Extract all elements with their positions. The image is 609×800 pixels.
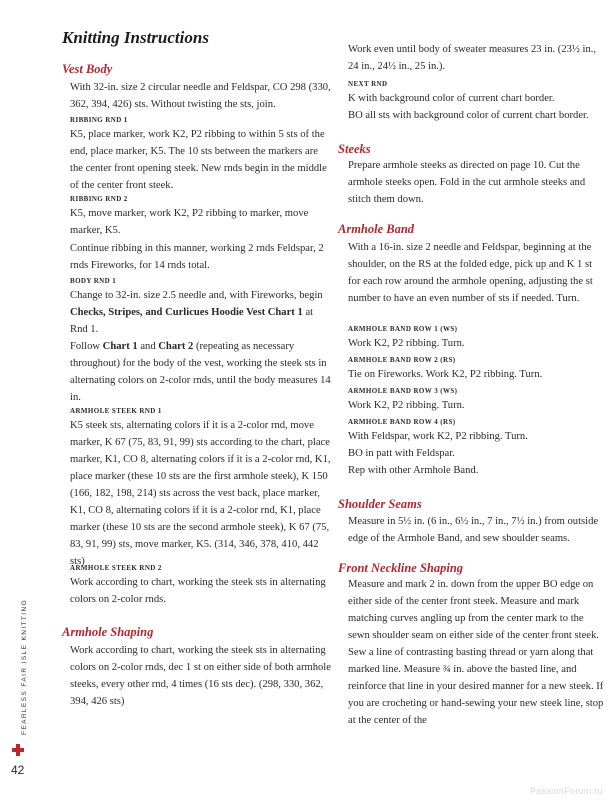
paragraph: Work according to chart, working the steek sts in alternating colors on 2-color rnds. [70, 577, 326, 605]
chart-reference: Checks, Stripes, and Curlicues Hoodie Vest Chart 1 [70, 307, 303, 318]
section-heading-armhole-band: Armhole Band [338, 222, 415, 236]
page-number: 42 [11, 763, 25, 777]
book-title-vertical: FEARLESS FAIR ISLE KNITTING [21, 598, 28, 735]
paragraph: Work K2, P2 ribbing. Turn. [348, 338, 465, 349]
text: Follow [70, 341, 103, 352]
paragraph: Work K2, P2 ribbing. Turn. [348, 400, 465, 411]
paragraph [70, 287, 332, 338]
paragraph: K5, move marker, work K2, P2 ribbing to marker, move marker, K5. [70, 208, 309, 236]
row-label: ARMHOLE BAND ROW 2 (RS) [348, 356, 456, 364]
paragraph: Work even until body of sweater measures 23 in. (23½ in., 24 in., 24½ in., 25 in.). [348, 44, 597, 72]
paragraph: K5 steek sts, alternating colors if it is a 2-color rnd, move marker, K 67 (75, 83, 91, 99) sts according to the chart, place marker, K1, CO 8, alternating colors if it is a 2-color rnd, K1, place marker (these 10 sts are the first armhole steek), K 150 (166, 182, 198, 214) sts across the vest back, place marker, K1, CO 8, alternating colors if it is a 2-color rnd, K1, place marker (these 10 sts are the second armhole steek), K 67 (75, 83, 91, 99) sts, move marker, K5. (314, 346, 378, 410, 442 sts) [70, 420, 331, 567]
text: and [137, 341, 159, 352]
paragraph: Tie on Fireworks. Work K2, P2 ribbing. Turn. [348, 369, 543, 380]
page-title: Knitting Instructions [62, 28, 209, 47]
row-label: NEXT RND [348, 80, 388, 88]
paragraph: Measure and mark 2 in. down from the upper BO edge on either side of the center front steek. Measure and mark matching curves angling up from the center mark to the sewn shoulder seam on either side of the center front steek. Sew a line of contrasting basting thread or yarn along that marked line. Measure ¾ in. above the basted line, and reinforce that line in your desired manner for a new steek. If you are crocheting or hand-sewing your new steek line, stop at the center of the [348, 579, 604, 726]
row-label: ARMHOLE BAND ROW 3 (WS) [348, 387, 458, 395]
paragraph: Measure in 5½ in. (6 in., 6½ in., 7 in., 7½ in.) from outside edge of the Armhole Band, and sew shoulder seams. [348, 516, 599, 544]
row-label: RIBBING RND 1 [70, 116, 128, 124]
row-label: ARMHOLE STEEK RND 2 [70, 564, 162, 572]
chart-reference: Chart 1 [102, 341, 138, 352]
text: (repeating as necessary throughout) for the body of the vest, working the steek sts in alternating colors on 2-color rnds, until the body measures 14 in. [70, 341, 331, 403]
chart-reference: Chart 2 [158, 341, 194, 352]
paragraph: BO in patt with Feldspar. [348, 448, 455, 459]
paragraph: With 32-in. size 2 circular needle and Feldspar, CO 298 (330, 362, 394, 426) sts. Without twisting the sts, join. [70, 82, 331, 110]
section-heading-shoulder-seams: Shoulder Seams [338, 497, 422, 511]
paragraph: Rep with other Armhole Band. [348, 465, 479, 476]
text: at Rnd 1. [70, 307, 314, 335]
row-label: ARMHOLE BAND ROW 4 (RS) [348, 418, 456, 426]
section-heading-armhole-shaping: Armhole Shaping [62, 625, 154, 639]
row-label: ARMHOLE STEEK RND 1 [70, 407, 162, 415]
watermark: PassionForum.ru [529, 786, 603, 796]
text: Change to 32-in. size 2.5 needle and, with Fireworks, begin [70, 290, 323, 301]
paragraph [70, 338, 332, 406]
paragraph: Continue ribbing in this manner, working 2 rnds Feldspar, 2 rnds Fireworks, for 14 rnds total. [70, 243, 324, 271]
paragraph: With a 16-in. size 2 needle and Feldspar, beginning at the shoulder, on the RS at the folded edge, pick up and K 1 st for each row around the armhole opening, adjusting the st number to have an even number of sts if needed. Turn. [348, 242, 593, 304]
red-cross-icon [12, 744, 24, 756]
paragraph: K with background color of current chart border. [348, 93, 555, 104]
section-heading-front-neckline-shaping: Front Neckline Shaping [338, 561, 464, 575]
paragraph: With Feldspar, work K2, P2 ribbing. Turn. [348, 431, 528, 442]
row-label: RIBBING RND 2 [70, 195, 128, 203]
paragraph: Work according to chart, working the steek sts in alternating colors on 2-color rnds, dec 1 st on either side of both armhole steeks, every other rnd, 4 times (16 sts dec). (298, 330, 362, 394, 426 sts) [70, 645, 331, 707]
section-heading-steeks: Steeks [338, 142, 371, 156]
paragraph: K5, place marker, work K2, P2 ribbing to within 5 sts of the end, place marker, K5. The 10 sts between the markers are the center front opening steek. New rnds begin in the middle of the center front steek. [70, 129, 327, 191]
paragraph: BO all sts with background color of current chart border. [348, 110, 589, 121]
row-label: BODY RND 1 [70, 277, 117, 285]
paragraph: Prepare armhole steeks as directed on page 10. Cut the armhole steeks open. Fold in the cut armhole steeks and stitch them down. [348, 160, 586, 205]
row-label: ARMHOLE BAND ROW 1 (WS) [348, 325, 458, 333]
section-heading-vest-body: Vest Body [62, 62, 113, 76]
